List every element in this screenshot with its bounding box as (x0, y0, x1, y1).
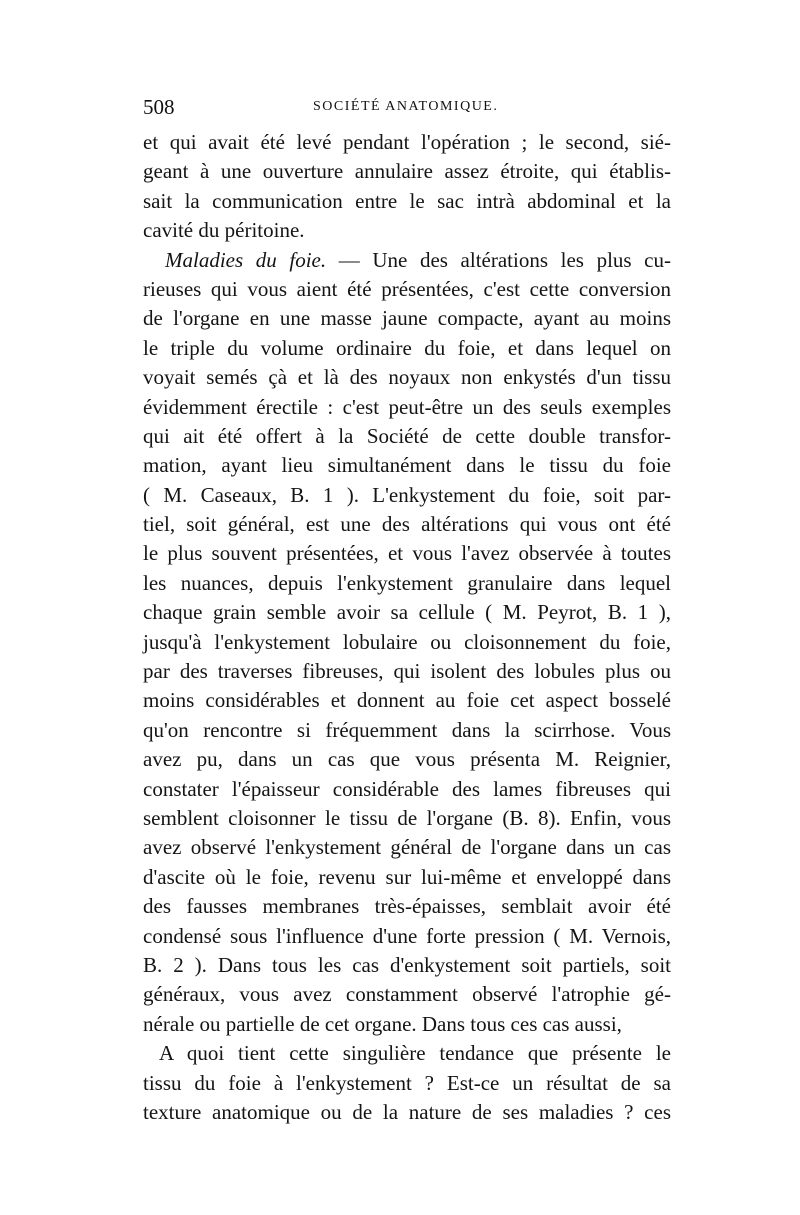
text-line: voyait semés çà et là des noyaux non enkystés d'un tissu (143, 365, 671, 390)
text-line: le plus souvent présentées, et vous l'avez observée à toutes (143, 541, 671, 566)
text-line: généraux, vous avez constamment observé l'atrophie gé- (143, 982, 671, 1007)
page-number: 508 (143, 95, 175, 119)
running-head: SOCIÉTÉ ANATOMIQUE. (313, 99, 499, 114)
text-line: évidemment érectile : c'est peut-être un des seuls exemples (143, 394, 671, 419)
text-line: tiel, soit général, est une des altérations qui vous ont été (143, 512, 671, 537)
text-line: ( M. Caseaux, B. 1 ). L'enkystement du foie, soit par- (143, 482, 671, 507)
text-line: constater l'épaisseur considérable des lames fibreuses qui (143, 776, 671, 801)
text-line: moins considérables et donnent au foie cet aspect bosselé (143, 688, 671, 713)
text-line: texture anatomique ou de la nature de ses maladies ? ces (143, 1099, 671, 1124)
text-line: B. 2 ). Dans tous les cas d'enkystement soit partiels, soit (143, 952, 671, 977)
text-line: avez observé l'enkystement général de l'organe dans un cas (143, 835, 671, 860)
text-line: nérale ou partielle de cet organe. Dans tous ces cas aussi, (143, 1011, 622, 1036)
text-line: condensé sous l'influence d'une forte pression ( M. Vernois, (143, 923, 671, 948)
text-line: A quoi tient cette singulière tendance que présente le (159, 1041, 671, 1066)
page-header (143, 95, 671, 121)
text-line: tissu du foie à l'enkystement ? Est-ce un résultat de sa (143, 1070, 671, 1095)
text-line: par des traverses fibreuses, qui isolent des lobules plus ou (143, 659, 671, 684)
text-line-fragment: — Une des altérations les plus cu- (326, 247, 671, 272)
text-line: cavité du péritoine. (143, 218, 305, 243)
text-line: geant à une ouverture annulaire assez étroite, qui établis- (143, 159, 671, 184)
text-line: des fausses membranes très-épaisses, semblait avoir été (143, 894, 671, 919)
text-line: le triple du volume ordinaire du foie, et dans lequel on (143, 335, 671, 360)
text-line: qui ait été offert à la Société de cette double transfor- (143, 423, 671, 448)
text-line: et qui avait été levé pendant l'opération ; le second, sié- (143, 130, 671, 154)
section-heading: Maladies du foie. (165, 247, 327, 272)
body-text (143, 128, 671, 1127)
text-line: d'ascite où le foie, revenu sur lui-même et enveloppé dans (143, 864, 671, 889)
text-line: de l'organe en une masse jaune compacte, ayant au moins (143, 306, 671, 331)
text-line: sait la communication entre le sac intrà abdominal et la (143, 188, 671, 213)
text-line: rieuses qui vous aient été présentées, c'est cette conversion (143, 276, 671, 301)
text-line: qu'on rencontre si fréquemment dans la scirrhose. Vous (143, 717, 671, 742)
text-line: les nuances, depuis l'enkystement granulaire dans lequel (143, 570, 671, 595)
text-line: jusqu'à l'enkystement lobulaire ou cloisonnement du foie, (143, 629, 671, 654)
text-line: avez pu, dans un cas que vous présenta M. Reignier, (143, 747, 671, 772)
text-line: mation, ayant lieu simultanément dans le tissu du foie (143, 453, 671, 478)
section-heading-line (143, 246, 671, 275)
text-line: semblent cloisonner le tissu de l'organe (B. 8). Enfin, vous (143, 805, 671, 830)
text-line: chaque grain semble avoir sa cellule ( M. Peyrot, B. 1 ), (143, 600, 671, 625)
